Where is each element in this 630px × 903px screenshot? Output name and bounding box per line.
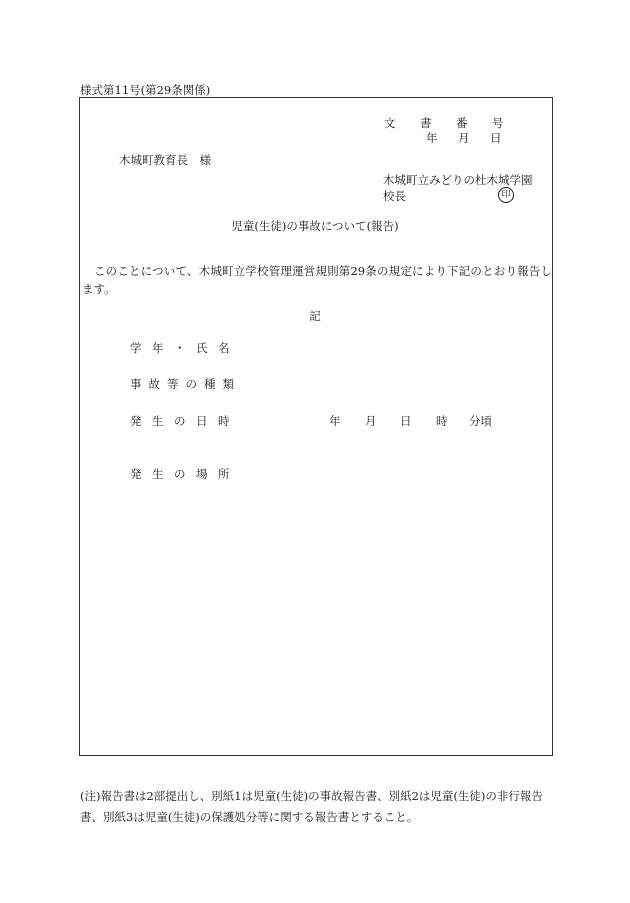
item-occurrence-place-label — [130, 466, 240, 482]
seal-mark: 印 — [498, 187, 514, 203]
date-month-unit: 月 — [458, 131, 470, 145]
document-number-label — [384, 115, 504, 131]
footnote: (注)報告書は2部提出し、別紙1は児童(生徒)の事故報告書、別紙2は児童(生徒)の非行報告書、別紙3は児童(生徒)の保護処分等に関する報告書とすること。 — [80, 789, 543, 824]
sender-principal: 校長 — [383, 189, 406, 203]
ki-heading: 記 — [309, 309, 321, 323]
datetime-minute-unit: 分頃 — [469, 414, 492, 428]
label-char: 故 — [148, 377, 160, 391]
doc-number-char: 書 — [420, 116, 432, 130]
label-char: の — [174, 414, 186, 428]
label-char: 発 — [130, 414, 142, 428]
label-char: 年 — [152, 341, 164, 355]
label-char: の — [185, 377, 197, 391]
label-char: 時 — [218, 414, 230, 428]
label-char: 氏 — [196, 341, 208, 355]
item-grade-name-label — [130, 340, 240, 356]
item-accident-type-label — [130, 376, 241, 392]
report-subject: 児童(生徒)の事故について(報告) — [231, 219, 399, 233]
datetime-month-unit: 月 — [365, 414, 377, 428]
label-char: 名 — [218, 341, 230, 355]
label-char: 生 — [152, 467, 164, 481]
doc-number-char: 文 — [384, 116, 396, 130]
label-char: 種 — [204, 377, 216, 391]
doc-number-char: 号 — [492, 116, 504, 130]
date-year-unit: 年 — [426, 131, 438, 145]
label-char: の — [174, 467, 186, 481]
doc-number-char: 番 — [456, 116, 468, 130]
date-field — [426, 130, 522, 146]
item-occurrence-datetime-label — [130, 413, 240, 429]
datetime-hour-unit: 時 — [436, 414, 448, 428]
sender-school: 木城町立みどりの杜木城学園 — [383, 173, 533, 187]
label-char: 学 — [130, 341, 142, 355]
datetime-day-unit: 日 — [400, 414, 412, 428]
label-char: 生 — [152, 414, 164, 428]
label-char: 発 — [130, 467, 142, 481]
label-char: 類 — [222, 377, 234, 391]
label-char: 等 — [167, 377, 179, 391]
date-day-unit: 日 — [490, 131, 502, 145]
datetime-year-unit: 年 — [329, 414, 341, 428]
label-char: 日 — [196, 414, 208, 428]
label-char: 事 — [130, 377, 142, 391]
label-char: 所 — [218, 467, 230, 481]
label-char: 場 — [196, 467, 208, 481]
form-number-label: 様式第11号(第29条関係) — [80, 83, 211, 97]
addressee: 木城町教育長 様 — [119, 153, 211, 167]
report-body: このことについて、木城町立学校管理運営規則第29条の規定により下記のとおり報告します。 — [82, 264, 552, 296]
label-char: ・ — [174, 341, 186, 355]
